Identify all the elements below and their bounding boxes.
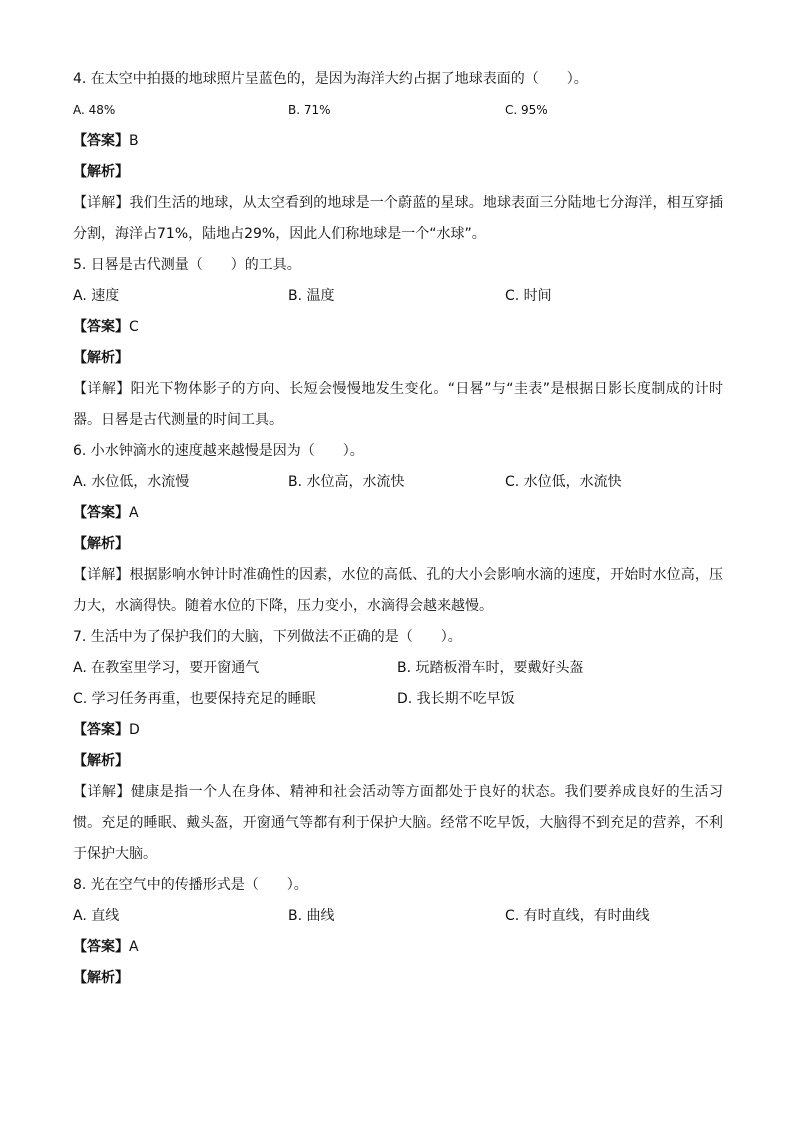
q8-option-c: C. 有时直线，有时曲线 [505, 908, 650, 924]
question-8: 8. 光在空气中的传播形式是（ ）。 [73, 877, 308, 893]
answer-tag: 【答案】 [73, 939, 129, 955]
answer-value: A [129, 505, 139, 521]
q6-option-a: A. 水位低，水流慢 [73, 474, 190, 490]
q5-detail: 【详解】阳光下物体影子的方向、长短会慢慢地发生变化。“日晷”与“圭表”是根据日影长度制成的计时器。日晷是古代测量的时间工具。 [73, 381, 723, 428]
answer-tag: 【答案】 [73, 133, 129, 149]
q6-detail: 【详解】根据影响水钟计时准确性的因素，水位的高低、孔的大小会影响水滴的速度，开始时水位高，压力大，水滴得快。随着水位的下降，压力变小，水滴得会越来越慢。 [73, 567, 723, 614]
q7-option-b: B. 玩踏板滑车时，要戴好头盔 [397, 660, 584, 676]
question-6: 6. 小水钟滴水的速度越来越慢是因为（ ）。 [73, 443, 364, 459]
q5-option-b: B. 温度 [288, 288, 335, 304]
q4-analysis: 【解析】 [73, 164, 129, 180]
answer-value: D [129, 722, 140, 738]
answer-tag: 【答案】 [73, 505, 129, 521]
q5-option-a: A. 速度 [73, 288, 120, 304]
q8-analysis: 【解析】 [73, 970, 129, 986]
q7-analysis: 【解析】 [73, 753, 129, 769]
q7-option-a: A. 在教室里学习，要开窗通气 [73, 660, 260, 676]
q8-option-b: B. 曲线 [288, 908, 335, 924]
q7-detail: 【详解】健康是指一个人在身体、精神和社会活动等方面都处于良好的状态。我们要养成良好的生活习惯。充足的睡眠、戴头盔，开窗通气等都有利于保护大脑。经常不吃早饭，大脑得不到充足的营养，不利于保护大脑。 [73, 784, 723, 862]
answer-value: C [129, 319, 139, 335]
q5-answer [73, 312, 723, 343]
question-7-options-row2 [73, 684, 723, 715]
q5-analysis: 【解析】 [73, 350, 129, 366]
q8-answer [73, 932, 723, 963]
q4-option-a: A. 48% [73, 103, 116, 117]
question-7-options-row1 [73, 653, 723, 684]
question-4-options [73, 95, 723, 126]
q6-answer [73, 498, 723, 529]
answer-value: A [129, 939, 139, 955]
q7-option-c: C. 学习任务再重，也要保持充足的睡眠 [73, 691, 316, 707]
q8-option-a: A. 直线 [73, 908, 120, 924]
question-7: 7. 生活中为了保护我们的大脑，下列做法不正确的是（ ）。 [73, 629, 462, 645]
q6-option-b: B. 水位高，水流快 [288, 474, 405, 490]
q4-detail: 【详解】我们生活的地球，从太空看到的地球是一个蔚蓝的星球。地球表面三分陆地七分海洋，相互穿插分割，海洋占71%，陆地占29%，因此人们称地球是一个“水球”。 [73, 195, 723, 242]
question-6-options [73, 467, 723, 498]
q4-option-c: C. 95% [505, 103, 548, 117]
answer-tag: 【答案】 [73, 319, 129, 335]
question-4: 4. 在太空中拍摄的地球照片呈蓝色的，是因为海洋大约占据了地球表面的（ ）。 [73, 71, 588, 87]
answer-tag: 【答案】 [73, 722, 129, 738]
answer-value: B [129, 133, 139, 149]
q7-option-d: D. 我长期不吃早饭 [397, 691, 515, 707]
question-8-options [73, 901, 723, 932]
q4-option-b: B. 71% [288, 103, 331, 117]
question-5-options [73, 281, 723, 312]
q4-answer [73, 126, 723, 157]
q7-answer [73, 715, 723, 746]
q6-analysis: 【解析】 [73, 536, 129, 552]
q5-option-c: C. 时间 [505, 288, 552, 304]
question-5: 5. 日晷是古代测量（ ）的工具。 [73, 257, 301, 273]
document-page [73, 64, 723, 994]
q6-option-c: C. 水位低，水流快 [505, 474, 622, 490]
